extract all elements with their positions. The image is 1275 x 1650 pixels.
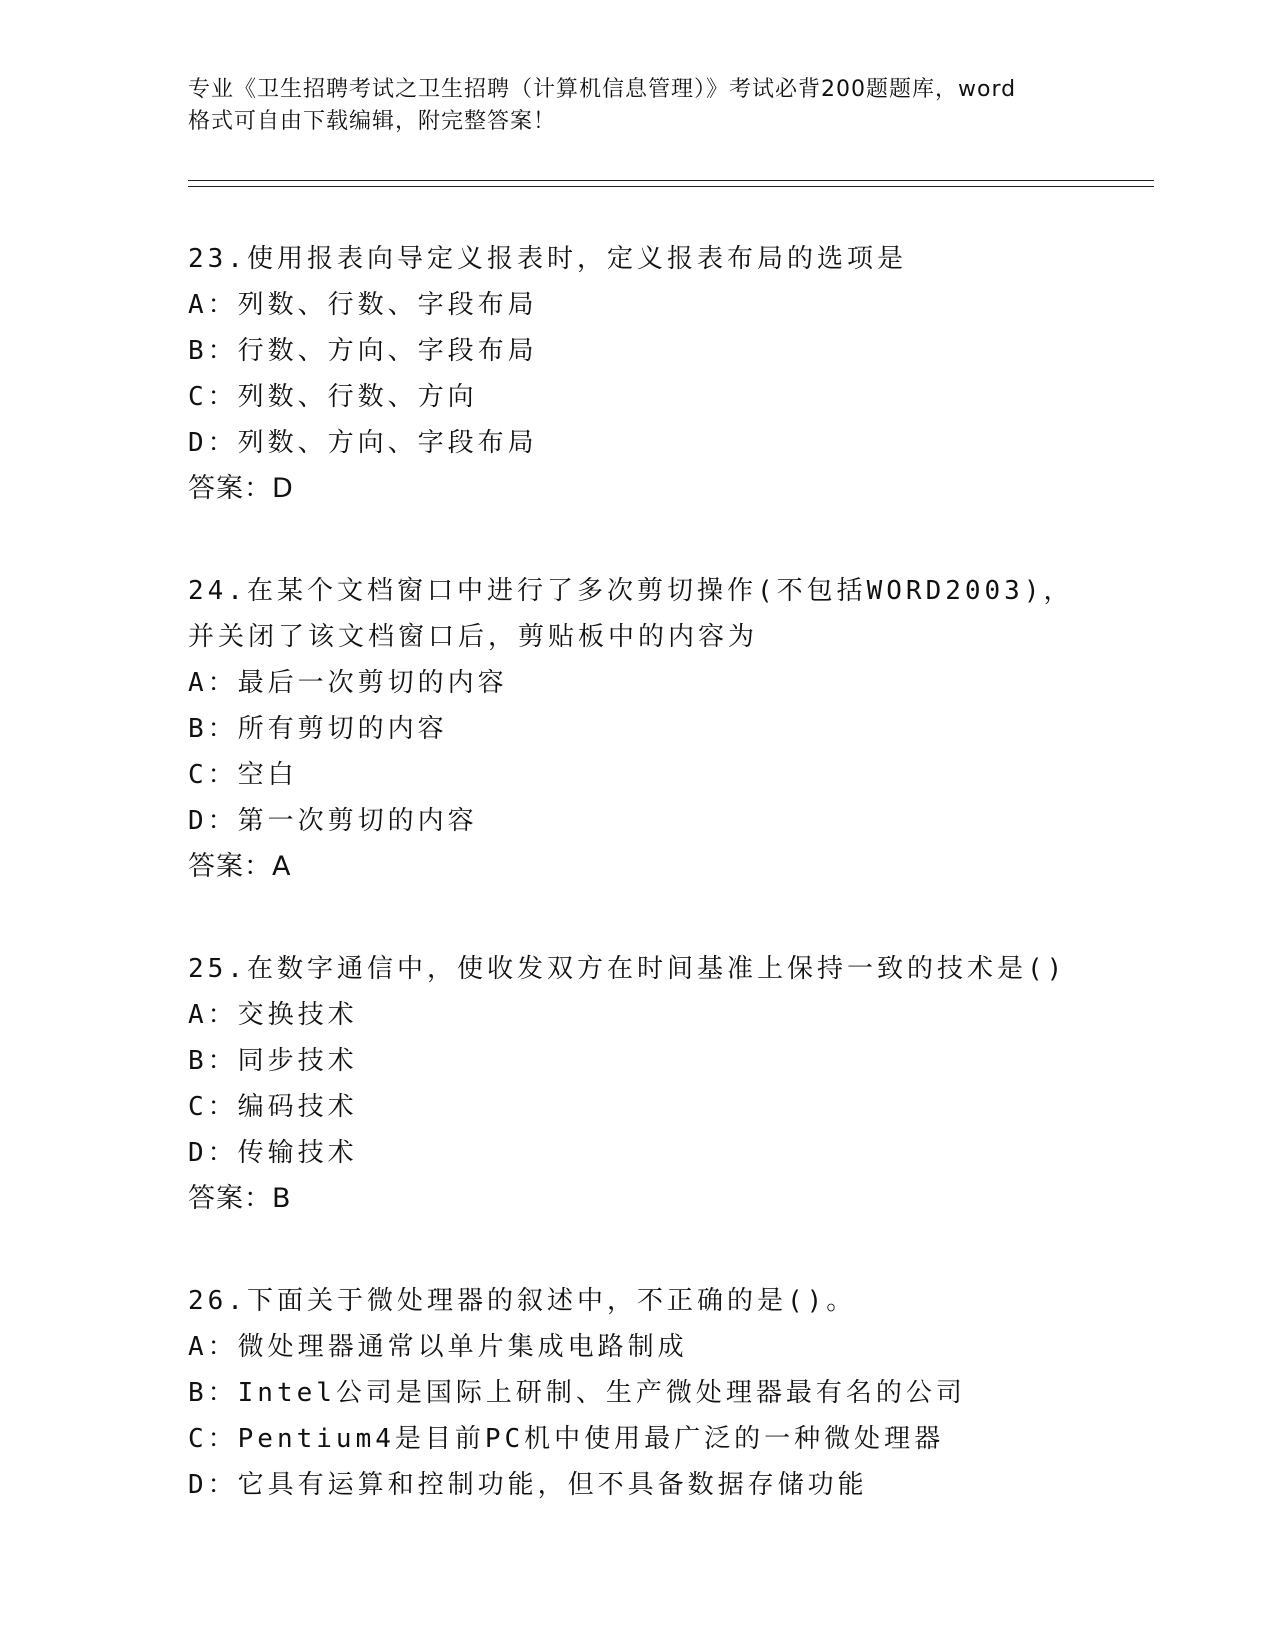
question-25	[188, 946, 1088, 1222]
option-b: B：Intel公司是国际上研制、生产微处理器最有名的公司	[188, 1378, 966, 1408]
option-c: C：Pentium4是目前PC机中使用最广泛的一种微处理器	[188, 1424, 945, 1454]
question-stem: 23.使用报表向导定义报表时，定义报表布局的选项是	[188, 244, 907, 274]
answer: 答案：A	[188, 851, 292, 882]
question-24	[188, 568, 1088, 890]
question-stem: 26.下面关于微处理器的叙述中，不正确的是()。	[188, 1286, 857, 1316]
option-b: B：同步技术	[188, 1046, 358, 1076]
question-stem: 25.在数字通信中，使收发双方在时间基准上保持一致的技术是()	[188, 954, 1067, 984]
option-a: A：列数、行数、字段布局	[188, 290, 538, 320]
option-c: C：列数、行数、方向	[188, 382, 478, 412]
option-a: A：微处理器通常以单片集成电路制成	[188, 1332, 688, 1362]
question-list	[188, 236, 1088, 1564]
document-header	[188, 74, 1088, 138]
answer: 答案：B	[188, 1183, 292, 1214]
option-a: A：最后一次剪切的内容	[188, 668, 508, 698]
option-a: A：交换技术	[188, 1000, 358, 1030]
answer: 答案：D	[188, 473, 294, 504]
option-d: D：传输技术	[188, 1138, 358, 1168]
option-d: D：第一次剪切的内容	[188, 806, 478, 836]
option-b: B：行数、方向、字段布局	[188, 336, 538, 366]
option-d: D：列数、方向、字段布局	[188, 428, 538, 458]
header-divider-top	[188, 180, 1154, 181]
header-line-1: 专业《卫生招聘考试之卫生招聘（计算机信息管理）》考试必背200题题库，word	[188, 77, 1017, 102]
option-c: C：空白	[188, 760, 298, 790]
question-26	[188, 1278, 1088, 1508]
option-d: D：它具有运算和控制功能，但不具备数据存储功能	[188, 1470, 868, 1500]
question-stem: 24.在某个文档窗口中进行了多次剪切操作(不包括WORD2003)，并关闭了该文档窗口后，剪贴板中的内容为	[188, 576, 1074, 652]
option-b: B：所有剪切的内容	[188, 714, 448, 744]
header-divider-bottom	[188, 186, 1154, 187]
header-line-2: 格式可自由下载编辑，附完整答案！	[188, 109, 557, 134]
option-c: C：编码技术	[188, 1092, 358, 1122]
question-23	[188, 236, 1088, 512]
